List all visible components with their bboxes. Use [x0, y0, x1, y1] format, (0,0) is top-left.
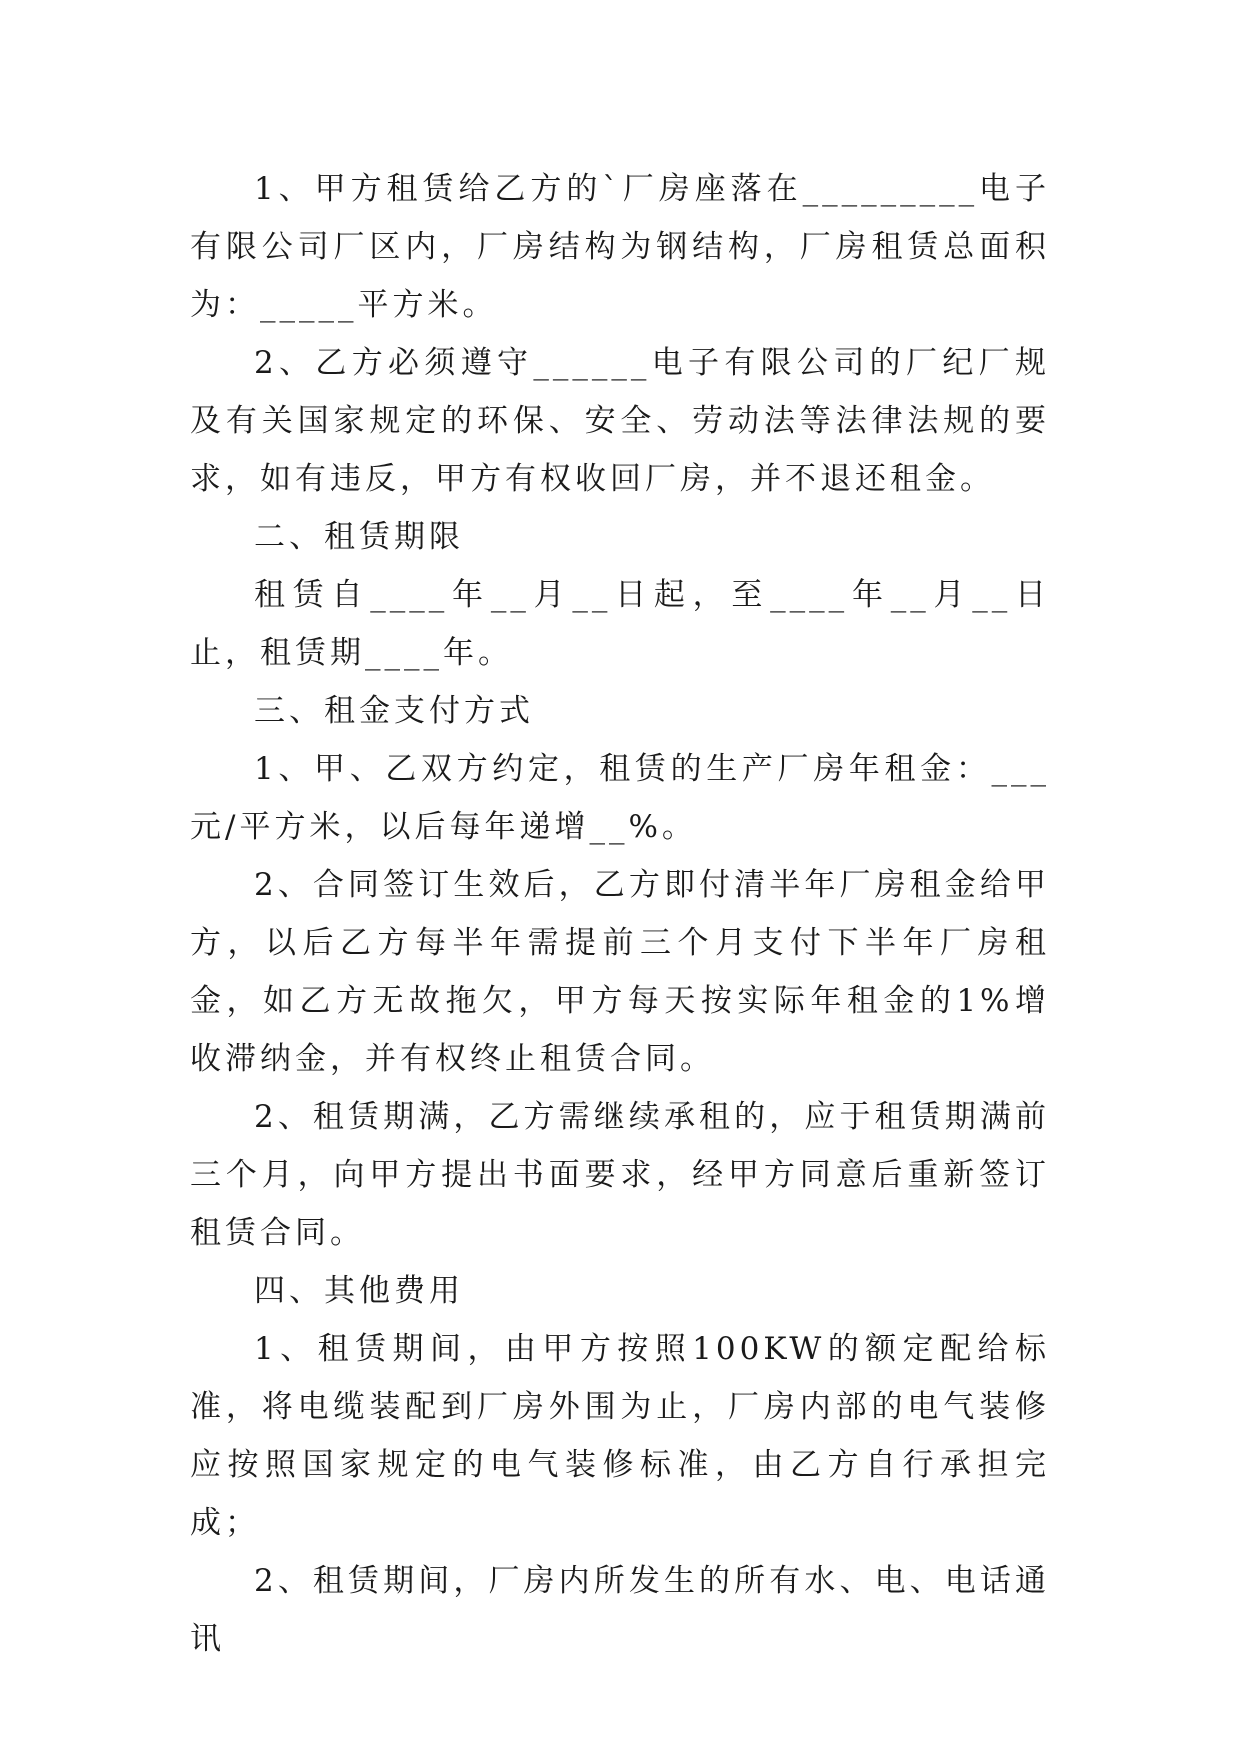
paragraph-payment-schedule: 2、合同签订生效后，乙方即付清半年厂房租金给甲方，以后乙方每半年需提前三个月支付下半年厂房租金，如乙方无故拖欠，甲方每天按实际年租金的1%增收滞纳金，并有权终止租赁合同。	[190, 867, 1050, 1077]
section-heading-lease-term: 二、租赁期限	[254, 519, 464, 555]
paragraph-electricity-supply: 1、租赁期间，由甲方按照100KW的额定配给标准，将电缆装配到厂房外围为止，厂房内部的电气装修应按照国家规定的电气装修标准，由乙方自行承担完成；	[190, 1331, 1050, 1541]
paragraph-lease-renewal: 2、租赁期满，乙方需继续承租的，应于租赁期满前三个月，向甲方提出书面要求，经甲方同意后重新签订租赁合同。	[190, 1099, 1050, 1251]
paragraph-utility-costs: 2、租赁期间，厂房内所发生的所有水、电、电话通讯	[190, 1563, 1050, 1657]
paragraph-lease-period: 租赁自____年__月__日起，至____年__月__日止，租赁期____年。	[190, 577, 1050, 671]
paragraph-premises-location: 1、甲方租赁给乙方的`厂房座落在_________电子有限公司厂区内，厂房结构为钢结构，厂房租赁总面积为：_____平方米。	[190, 171, 1050, 323]
paragraph-factory-rules: 2、乙方必须遵守______电子有限公司的厂纪厂规及有关国家规定的环保、安全、劳动法等法律法规的要求，如有违反，甲方有权收回厂房，并不退还租金。	[190, 345, 1050, 497]
document-page	[190, 160, 1050, 1668]
section-heading-other-fees: 四、其他费用	[254, 1273, 464, 1309]
section-heading-rent-payment: 三、租金支付方式	[254, 693, 534, 729]
paragraph-annual-rent: 1、甲、乙双方约定，租赁的生产厂房年租金：___元/平方米，以后每年递增__%。	[190, 751, 1050, 845]
